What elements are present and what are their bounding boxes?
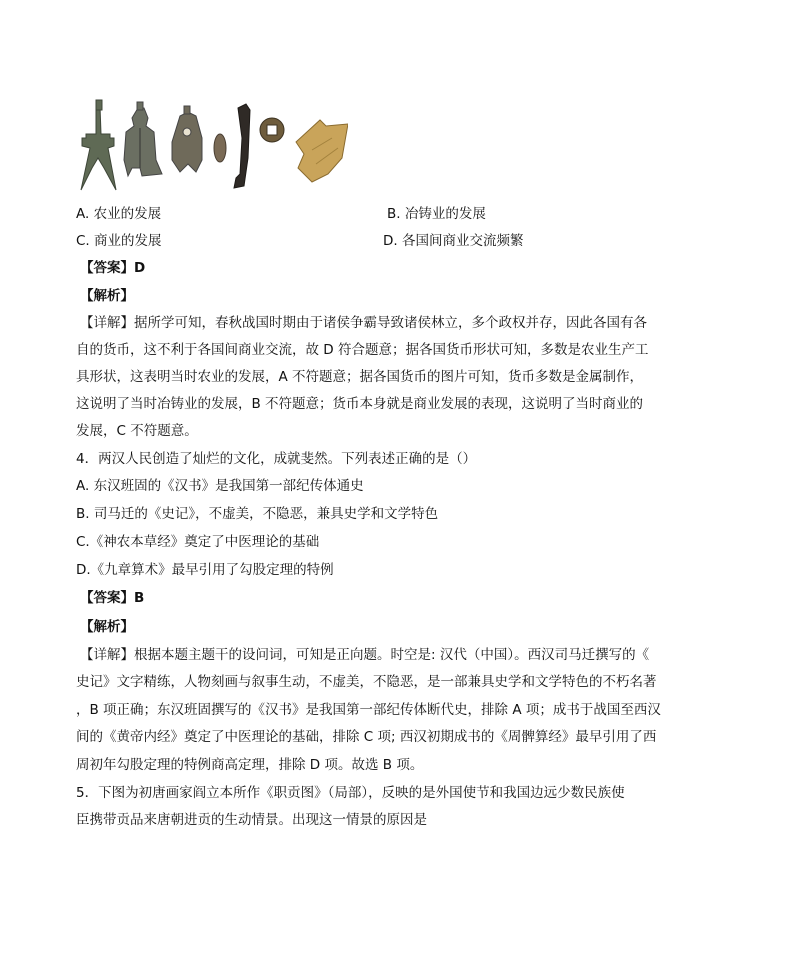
- q4-answer: 【答案】B: [80, 590, 145, 606]
- q4-option-a: A. 东汉班固的《汉书》是我国第一部纪传体通史: [76, 478, 364, 494]
- q3-option-b: B. 冶铸业的发展: [387, 206, 486, 222]
- q3-detail-line: 自的货币，这不利于各国间商业交流，故 D 符合题意；据各国货币形状可知，多数是农业生产工: [76, 342, 649, 358]
- q5-stem-line: 5．下图为初唐画家阎立本所作《职贡图》（局部），反映的是外国使节和我国边远少数民族使: [76, 785, 625, 801]
- q3-answer: 【答案】D: [80, 260, 146, 276]
- q4-option-b: B. 司马迁的《史记》，不虚美，不隐恶，兼具史学和文学特色: [76, 506, 439, 522]
- q4-detail-line: 史记》文字精练，人物刻画与叙事生动，不虚美，不隐恶，是一部兼具史学和文学特色的不朽名著: [76, 674, 657, 690]
- q4-detail-line: 周初年勾股定理的特例商高定理，排除 D 项。故选 B 项。: [76, 757, 424, 773]
- q4-analysis-label: 【解析】: [80, 619, 134, 635]
- q3-detail-line: 具形状，这表明当时农业的发展，A 不符题意；据各国货币的图片可知，货币多数是金属制作，: [76, 369, 644, 385]
- q3-option-d: D. 各国间商业交流频繁: [383, 233, 524, 249]
- q4-option-d: D.《九章算术》最早引用了勾股定理的特例: [76, 562, 334, 578]
- q3-detail-line: 发展，C 不符题意。: [76, 423, 198, 439]
- q3-detail-line: 【详解】据所学可知，春秋战国时期由于诸侯争霸导致诸侯林立，多个政权并存，因此各国有各: [80, 315, 647, 331]
- q3-option-a: A. 农业的发展: [76, 206, 162, 222]
- q4-detail-line: ，B 项正确；东汉班固撰写的《汉书》是我国第一部纪传体断代史，排除 A 项；成书于战国至西汉: [76, 702, 661, 718]
- q4-detail-line: 间的《黄帝内经》奠定了中医理论的基础，排除 C 项; 西汉初期成书的《周髀算经》最早引用了西: [76, 729, 657, 745]
- q5-stem-line: 臣携带贡品来唐朝进贡的生动情景。出现这一情景的原因是: [76, 812, 427, 828]
- q3-option-c: C. 商业的发展: [76, 233, 162, 249]
- q4-option-c: C.《神农本草经》奠定了中医理论的基础: [76, 534, 320, 550]
- ancient-coins-image: [76, 98, 348, 192]
- q4-detail-line: 【详解】根据本题主题干的设问词，可知是正向题。时空是: 汉代（中国）。西汉司马迁撰写的《: [80, 647, 650, 663]
- q3-detail-line: 这说明了当时冶铸业的发展，B 不符题意；货币本身就是商业发展的表现，这说明了当时商业的: [76, 396, 644, 412]
- q4-stem: 4．两汉人民创造了灿烂的文化，成就斐然。下列表述正确的是（）: [76, 451, 477, 467]
- q3-analysis-label: 【解析】: [80, 288, 134, 304]
